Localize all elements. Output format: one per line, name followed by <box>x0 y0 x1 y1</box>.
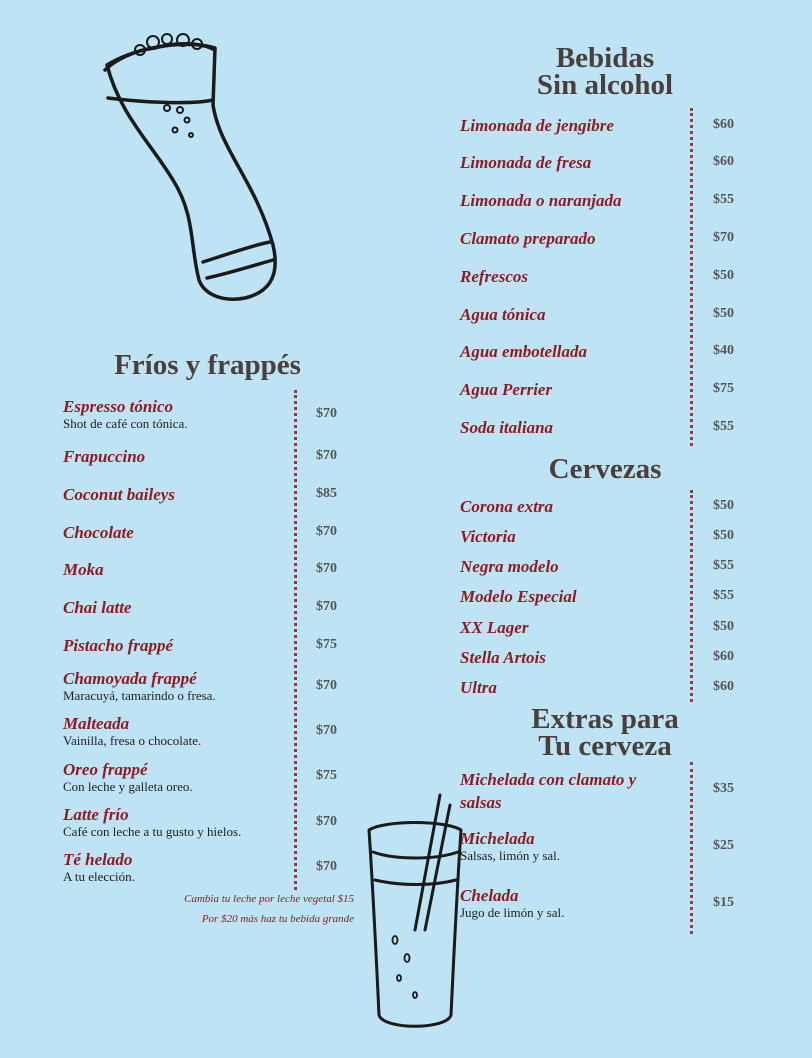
menu-item-name: Té helado <box>63 850 133 869</box>
dotted-divider <box>690 490 693 702</box>
menu-item-description: Shot de café con tónica. <box>63 416 188 431</box>
title-line: Tu cerveza <box>538 730 672 762</box>
dotted-divider <box>690 762 693 934</box>
menu-item <box>460 418 553 437</box>
menu-item-price: $70 <box>316 561 337 576</box>
menu-item-description: Jugo de limón y sal. <box>460 905 565 920</box>
menu-item <box>460 267 528 286</box>
menu-item <box>460 527 516 546</box>
menu-item-name: Chamoyada frappé <box>63 669 197 688</box>
menu-item-name: Coconut baileys <box>63 485 175 504</box>
menu-item-price: $25 <box>713 838 734 853</box>
menu-item-price: $15 <box>713 895 734 910</box>
menu-item <box>63 598 131 617</box>
menu-item-price: $55 <box>713 192 734 207</box>
menu-item <box>460 770 636 812</box>
menu-item-price: $40 <box>713 343 734 358</box>
menu-item <box>460 116 614 135</box>
dotted-divider <box>294 390 297 890</box>
title-line: Extras para <box>531 703 679 735</box>
menu-item-name: Corona extra <box>460 497 554 516</box>
menu-item <box>460 678 497 697</box>
menu-item <box>63 485 175 504</box>
menu-item-name: Michelada <box>460 829 535 848</box>
menu-item-name: Limonada de jengibre <box>460 116 614 135</box>
menu-item-price: $85 <box>316 486 337 501</box>
menu-item-price: $60 <box>713 679 734 694</box>
menu-item-name: Espresso tónico <box>63 397 174 416</box>
menu-item-price: $50 <box>713 268 734 283</box>
menu-item <box>63 805 241 840</box>
menu-item-price: $55 <box>713 419 734 434</box>
menu-item <box>460 229 596 248</box>
menu-item-description: Vainilla, fresa o chocolate. <box>63 733 202 748</box>
menu-item-price: $60 <box>713 649 734 664</box>
dotted-divider <box>690 108 693 446</box>
section-title-frios: Fríos y frappés <box>114 349 301 381</box>
menu-item-price: $50 <box>713 619 734 634</box>
section-title-extras <box>505 703 705 762</box>
menu-item-price: $75 <box>713 381 734 396</box>
menu-item-name: Chocolate <box>63 523 134 542</box>
footnote-grande: Por $20 más haz tu bebida grande <box>201 913 354 925</box>
menu-item-price: $35 <box>713 781 734 796</box>
menu-item <box>460 587 577 606</box>
menu-item-name: Agua embotellada <box>460 342 588 361</box>
menu-item-name: Chelada <box>460 886 519 905</box>
menu-item-price: $70 <box>316 599 337 614</box>
section-title-cervezas: Cervezas <box>548 453 662 485</box>
menu-item-description: Salsas, limón y sal. <box>460 848 561 863</box>
menu-item-name: Limonada o naranjada <box>460 191 622 210</box>
menu-item-price: $70 <box>316 406 337 421</box>
menu-item-name: Negra modelo <box>460 557 559 576</box>
menu-item-price: $55 <box>713 588 734 603</box>
menu-item-description: A tu elección. <box>63 869 135 884</box>
menu-item-price: $70 <box>316 678 337 693</box>
menu-item-name: Oreo frappé <box>63 760 148 779</box>
menu-item-price: $50 <box>713 306 734 321</box>
section-title-sin-alcohol <box>505 42 705 101</box>
menu-item-name: Moka <box>63 560 104 579</box>
menu-item <box>460 497 553 516</box>
menu-item <box>63 560 104 579</box>
title-line: Bebidas <box>555 42 655 74</box>
iced-drink-glass-icon <box>355 790 475 1035</box>
menu-item-name: Victoria <box>460 527 516 546</box>
menu-item-price: $50 <box>713 498 734 513</box>
menu-item-description: Maracuyá, tamarindo o fresa. <box>63 688 216 703</box>
menu-item-name: Michelada con clamato y <box>460 770 637 789</box>
menu-item-name: salsas <box>460 793 502 812</box>
beer-glass-icon <box>95 30 295 305</box>
menu-item-name: Malteada <box>63 714 130 733</box>
menu-item-name: Soda italiana <box>460 418 554 437</box>
menu-item-price: $55 <box>713 558 734 573</box>
menu-item <box>460 380 552 399</box>
menu-item <box>460 618 528 637</box>
menu-item-name: XX Lager <box>460 618 529 637</box>
menu-item-price: $60 <box>713 154 734 169</box>
menu-item-price: $60 <box>713 117 734 132</box>
menu-item <box>63 447 145 466</box>
menu-item <box>63 523 134 542</box>
menu-item <box>63 397 188 432</box>
menu-item <box>460 557 559 576</box>
menu-item-description: Café con leche a tu gusto y hielos. <box>63 824 242 839</box>
menu-item-name: Latte frío <box>63 805 129 824</box>
menu-item-name: Agua Perrier <box>460 380 553 399</box>
menu-item-price: $75 <box>316 637 337 652</box>
menu-item-name: Clamato preparado <box>460 229 596 248</box>
title-line: Sin alcohol <box>536 69 674 101</box>
menu-item <box>460 305 546 324</box>
menu-item-name: Ultra <box>460 678 497 697</box>
menu-item-name: Frapuccino <box>63 447 146 466</box>
menu-item <box>63 669 216 704</box>
menu-item <box>460 342 587 361</box>
menu-item <box>460 191 622 210</box>
menu-item-price: $70 <box>316 859 337 874</box>
menu-item <box>460 886 564 921</box>
footnote-vegetal: Cambia tu leche por leche vegetal $15 <box>184 893 354 905</box>
menu-item-description: Con leche y galleta oreo. <box>63 779 193 794</box>
menu-item <box>460 829 560 864</box>
menu-item <box>63 850 135 885</box>
menu-item-price: $50 <box>713 528 734 543</box>
menu-item-name: Modelo Especial <box>460 587 577 606</box>
menu-item <box>63 714 201 749</box>
menu-item-name: Stella Artois <box>460 648 546 667</box>
menu-item-price: $70 <box>713 230 734 245</box>
menu-item-name: Agua tónica <box>460 305 546 324</box>
menu-item <box>460 648 546 667</box>
menu-item-price: $70 <box>316 448 337 463</box>
menu-item-name: Pistacho frappé <box>63 636 174 655</box>
menu-item-name: Limonada de fresa <box>460 153 592 172</box>
menu-item-price: $70 <box>316 723 337 738</box>
menu-item-name: Chai latte <box>63 598 132 617</box>
menu-item <box>460 153 591 172</box>
menu-item-name: Refrescos <box>460 267 528 286</box>
menu-item <box>63 636 173 655</box>
menu-item <box>63 760 193 795</box>
menu-item-price: $75 <box>316 768 337 783</box>
menu-item-price: $70 <box>316 524 337 539</box>
menu-item-price: $70 <box>316 814 337 829</box>
